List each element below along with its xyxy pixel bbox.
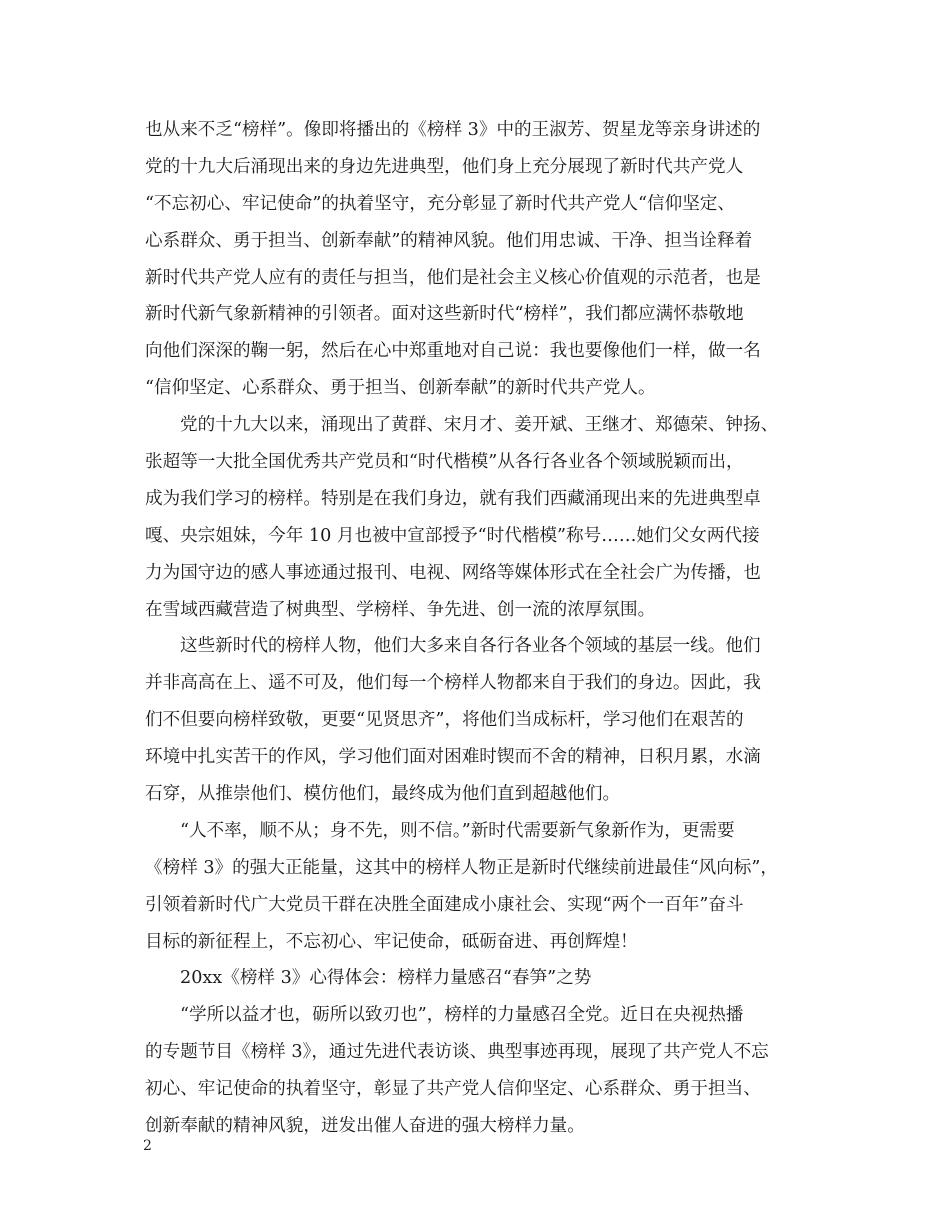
text-line: “不忘初心、牢记使命”的执着坚守，充分彰显了新时代共产党人“信仰坚定、 <box>145 193 735 214</box>
text-line: “学所以益才也，砺所以致刃也”，榜样的力量感召全党。近日在央视热播 <box>180 1005 744 1026</box>
text-line: “人不率，顺不从；身不先，则不信。”新时代需要新气象新作为，更需要 <box>180 820 735 841</box>
text-line: 的专题节目《榜样 3》，通过先进代表访谈、典型事迹再现，展现了共产党人不忘 <box>145 1042 769 1063</box>
page-number: 2 <box>143 1138 152 1154</box>
text-line: 20xx《榜样 3》心得体会：榜样力量感召“春笋”之势 <box>180 968 592 989</box>
text-line: 石穿，从推崇他们、模仿他们，最终成为他们直到超越他们。 <box>145 784 621 805</box>
text-line: 创新奉献的精神风貌，迸发出催人奋进的强大榜样力量。 <box>145 1116 585 1137</box>
text-line: 党的十九大以来，涌现出了黄群、宋月才、姜开斌、王继才、郑德荣、钟扬、 <box>180 415 779 436</box>
text-line: 引领着新时代广大党员干群在决胜全面建成小康社会、实现“两个一百年”奋斗 <box>145 894 744 915</box>
text-line: 初心、牢记使命的执着坚守，彰显了共产党人信仰坚定、心系群众、勇于担当、 <box>145 1079 761 1100</box>
text-line: 这些新时代的榜样人物，他们大多来自各行各业各个领域的基层一线。他们 <box>180 636 761 657</box>
text-line: 新时代新气象新精神的引领者。面对这些新时代“榜样”，我们都应满怀恭敬地 <box>145 304 744 325</box>
text-line: “信仰坚定、心系群众、勇于担当、创新奉献”的新时代共产党人。 <box>145 378 656 399</box>
text-line: 也从来不乏“榜样”。像即将播出的《榜样 3》中的王淑芳、贺星龙等亲身讲述的 <box>145 120 761 140</box>
text-line: 党的十九大后涌现出来的身边先进典型，他们身上充分展现了新时代共产党人 <box>145 156 744 177</box>
text-line: 《榜样 3》的强大正能量，这其中的榜样人物正是新时代继续前进最佳“风向标”， <box>145 857 778 878</box>
text-line: 嘎、央宗姐妹，今年 10 月也被中宣部授予“时代楷模”称号……她们父女两代接 <box>145 525 760 546</box>
text-line: 心系群众、勇于担当、创新奉献”的精神风貌。他们用忠诚、干净、担当诠释着 <box>145 230 753 251</box>
text-line: 并非高高在上、遥不可及，他们每一个榜样人物都来自于我们的身边。因此，我 <box>145 673 761 694</box>
text-line: 张超等一大批全国优秀共产党员和“时代楷模”从各行各业各个领域脱颖而出， <box>145 452 744 473</box>
text-line: 力为国守边的感人事迹通过报刊、电视、网络等媒体形式在全社会广为传播，也 <box>145 562 761 583</box>
text-line: 向他们深深的鞠一躬，然后在心中郑重地对自己说：我也要像他们一样，做一名 <box>145 341 761 362</box>
document-body <box>145 112 825 1145</box>
text-line: 们不但要向榜样致敬，更要“见贤思齐”，将他们当成标杆，学习他们在艰苦的 <box>145 710 744 731</box>
text-line: 环境中扎实苦干的作风，学习他们面对困难时锲而不舍的精神，日积月累，水滴 <box>145 747 761 768</box>
text-line: 在雪域西藏营造了树典型、学榜样、争先进、创一流的浓厚氛围。 <box>145 599 656 620</box>
text-line: 成为我们学习的榜样。特别是在我们身边，就有我们西藏涌现出来的先进典型卓 <box>145 488 761 509</box>
text-line: 新时代共产党人应有的责任与担当，他们是社会主义核心价值观的示范者，也是 <box>145 267 761 288</box>
text-line: 目标的新征程上，不忘初心、牢记使命，砥砺奋进、再创辉煌！ <box>145 931 638 952</box>
